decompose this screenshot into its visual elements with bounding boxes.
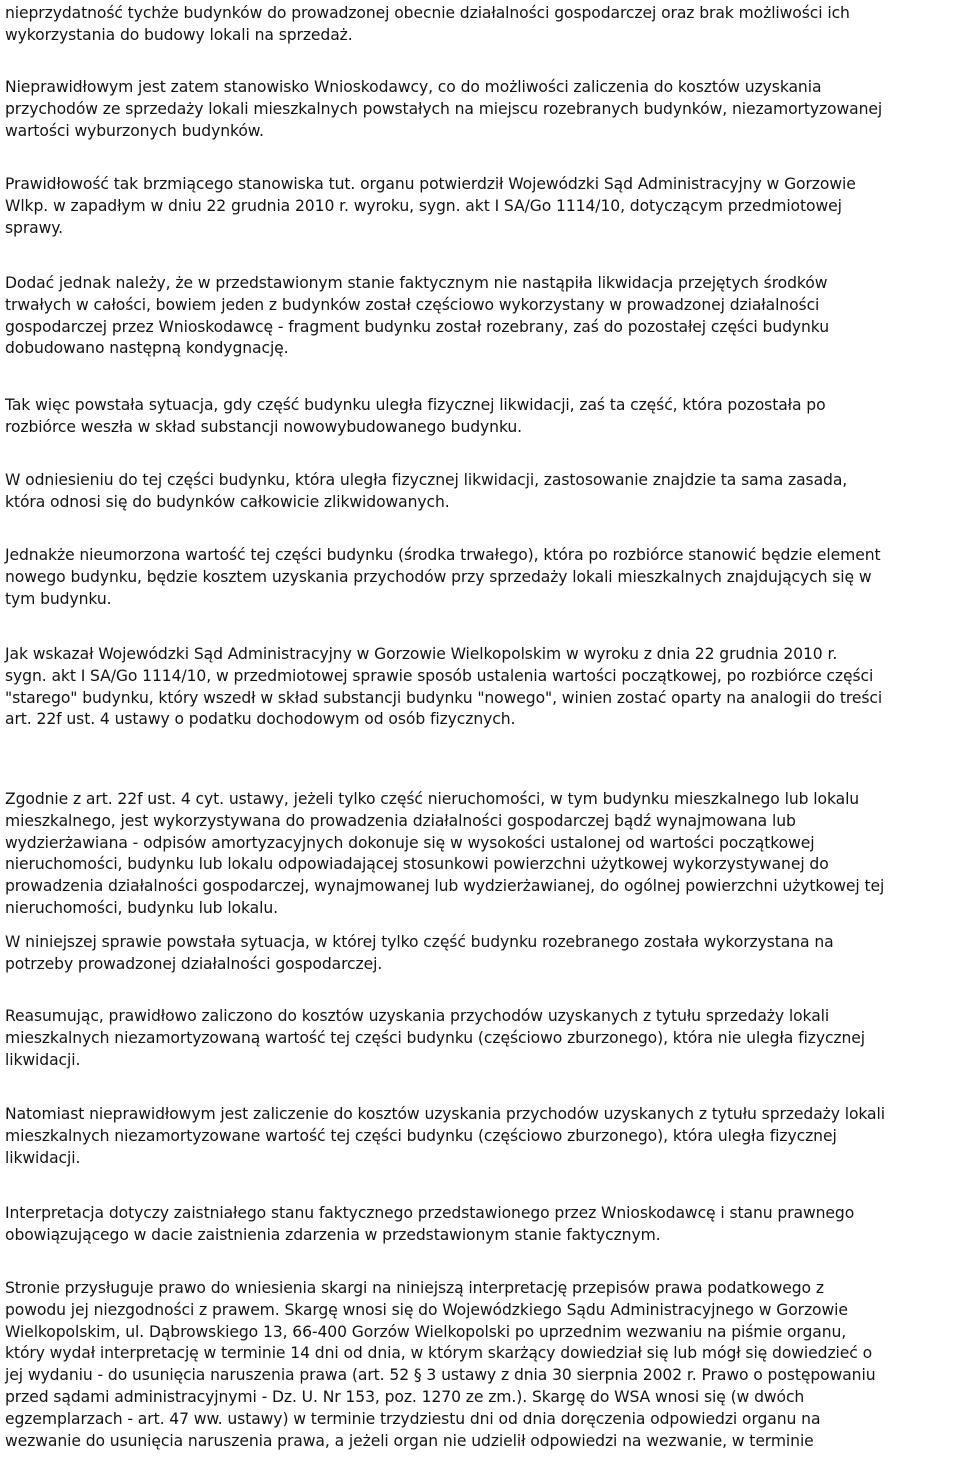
text-line: gospodarczej przez Wnioskodawcę - fragment budynku został rozebrany, zaś do pozostałej części budynku [5,317,830,336]
paragraph-10 [5,932,834,976]
text-line: nieruchomości, budynku lub lokalu. [5,898,278,917]
text-line: rozbiórce weszła w skład substancji nowowybudowanego budynku. [5,417,523,436]
text-line: która odnosi się do budynków całkowicie zlikwidowanych. [5,492,450,511]
text-line: art. 22f ust. 4 ustawy o podatku dochodowym od osób fizycznych. [5,710,516,729]
text-line: tym budynku. [5,589,112,608]
text-line: Wielkopolskim, ul. Dąbrowskiego 13, 66-400 Gorzów Wielkopolski po uprzednim wezwaniu na piśmie organu, [5,1322,847,1341]
text-line: W odniesieniu do tej części budynku, która uległa fizycznej likwidacji, zastosowanie znajdzie ta sama zasada, [5,471,848,489]
paragraph-6 [5,470,847,514]
paragraph-4 [5,273,829,360]
paragraph-1 [5,3,850,47]
paragraph-13 [5,1203,854,1247]
text-line: wezwanie do usunięcia naruszenia prawa, a jeżeli organ nie udzielił odpowiedzi na wezwanie, w terminie [5,1431,814,1450]
text-line: likwidacji. [5,1050,81,1069]
paragraph-3 [5,174,856,239]
text-line: sygn. akt I SA/Go 1114/10, w przedmiotowej sprawie sposób ustalenia wartości początkowej, po rozbiórce części [5,666,874,685]
text-line: który wydał interpretację w terminie 14 dni od dnia, w którym skarżący dowiedział się lub mógł się dowiedzieć o [5,1344,873,1363]
text-line: przed sądami administracyjnymi - Dz. U. Nr 153, poz. 1270 ze zm.). Skargę do WSA wnosi się (w dwóch [5,1387,805,1406]
text-line: Interpretacja dotyczy zaistniałego stanu faktycznego przedstawionego przez Wnioskodawcę i stanu prawnego [5,1204,855,1222]
paragraph-8 [5,644,882,731]
text-line: Natomiast nieprawidłowym jest zaliczenie do kosztów uzyskania przychodów uzyskanych z tytułu sprzedaży lokali [5,1105,885,1123]
paragraph-14 [5,1278,875,1452]
text-line: nieruchomości, budynku lub lokalu odpowiadającej stosunkowi powierzchni użytkowej wykorzystywanej do [5,855,829,874]
text-line: Wlkp. w zapadłym w dniu 22 grudnia 2010 r. wyroku, sygn. akt I SA/Go 1114/10, dotyczącym przedmiotowej [5,196,842,215]
text-line: egzemplarzach - art. 47 ww. ustawy) w terminie trzydziestu dni od dnia doręczenia odpowiedzi organu na [5,1409,821,1428]
text-line: wartości wyburzonych budynków. [5,121,264,140]
text-line: potrzeby prowadzonej działalności gospodarczej. [5,954,383,973]
paragraph-12 [5,1104,885,1169]
text-line: trwałych w całości, bowiem jeden z budynków został częściowo wykorzystany w prowadzonej działalności [5,295,820,314]
text-line: W niniejszej sprawie powstała sytuacja, w której tylko część budynku rozebranego została wykorzystana na [5,933,834,951]
text-line: sprawy. [5,218,64,237]
paragraph-5 [5,395,826,439]
text-line: mieszkalnych niezamortyzowane wartość tej części budynku (częściowo zburzonego), która uległa fizycznej [5,1126,837,1145]
text-line: nowego budynku, będzie kosztem uzyskania przychodów przy sprzedaży lokali mieszkalnych znajdujących się w [5,567,872,586]
text-line: Nieprawidłowym jest zatem stanowisko Wnioskodawcy, co do możliwości zaliczenia do kosztów uzyskania [5,78,822,96]
text-line: Dodać jednak należy, że w przedstawionym stanie faktycznym nie nastąpiła likwidacja przejętych środków [5,274,828,292]
text-line: nieprzydatność tychże budynków do prowadzonej obecnie działalności gospodarczej oraz brak możliwości ich [5,4,850,22]
text-line: "starego" budynku, który wszedł w skład substancji budynku "nowego", winien zostać oparty na analogii do treści [5,688,883,707]
text-line: Tak więc powstała sytuacja, gdy część budynku uległa fizycznej likwidacji, zaś ta część, która pozostała po [5,396,826,414]
text-line: mieszkalnego, jest wykorzystywana do prowadzenia działalności gospodarczej bądź wynajmowana lub [5,811,796,830]
text-line: Jak wskazał Wojewódzki Sąd Administracyjny w Gorzowie Wielkopolskim w wyroku z dnia 22 grudnia 2010 r. [5,645,838,663]
text-line: mieszkalnych niezamortyzowaną wartość tej części budynku (częściowo zburzonego), która nie uległa fizycznej [5,1028,866,1047]
text-line: dobudowano następną kondygnację. [5,339,289,358]
text-line: Reasumując, prawidłowo zaliczono do kosztów uzyskania przychodów uzyskanych z tytułu sprzedaży lokali [5,1007,830,1025]
paragraph-9 [5,789,884,920]
text-line: przychodów ze sprzedaży lokali mieszkalnych powstałych na miejscu rozebranych budynków, niezamortyzowanej [5,99,883,118]
text-line: Prawidłowość tak brzmiącego stanowiska tut. organu potwierdził Wojewódzki Sąd Administracyjny w Gorzowie [5,175,856,193]
text-line: Zgodnie z art. 22f ust. 4 cyt. ustawy, jeżeli tylko część nieruchomości, w tym budynku mieszkalnego lub lokalu [5,790,860,808]
paragraph-11 [5,1006,865,1071]
text-line: Stronie przysługuje prawo do wniesienia skargi na niniejszą interpretację przepisów prawa podatkowego z [5,1279,824,1297]
paragraph-7 [5,545,881,610]
text-line: powodu jej niezgodności z prawem. Skargę wnosi się do Wojewódzkiego Sądu Administracyjnego w Gorzowie [5,1300,848,1319]
text-line: likwidacji. [5,1148,81,1167]
paragraph-2 [5,77,882,142]
text-line: prowadzenia działalności gospodarczej, wynajmowanej lub wydzierżawianej, do ogólnej powierzchni użytkowej tej [5,877,885,896]
text-line: jej wydaniu - do usunięcia naruszenia prawa (art. 52 § 3 ustawy z dnia 30 sierpnia 2002 r. Prawo o postępowaniu [5,1366,876,1385]
text-line: wykorzystania do budowy lokali na sprzedaż. [5,25,353,44]
text-line: obowiązującego w dacie zaistnienia zdarzenia w przedstawionym stanie faktycznym. [5,1225,661,1244]
text-line: wydzierżawiana - odpisów amortyzacyjnych dokonuje się w wysokości ustalonej od wartości początkowej [5,833,815,852]
text-line: Jednakże nieumorzona wartość tej części budynku (środka trwałego), która po rozbiórce stanowić będzie element [5,546,881,564]
